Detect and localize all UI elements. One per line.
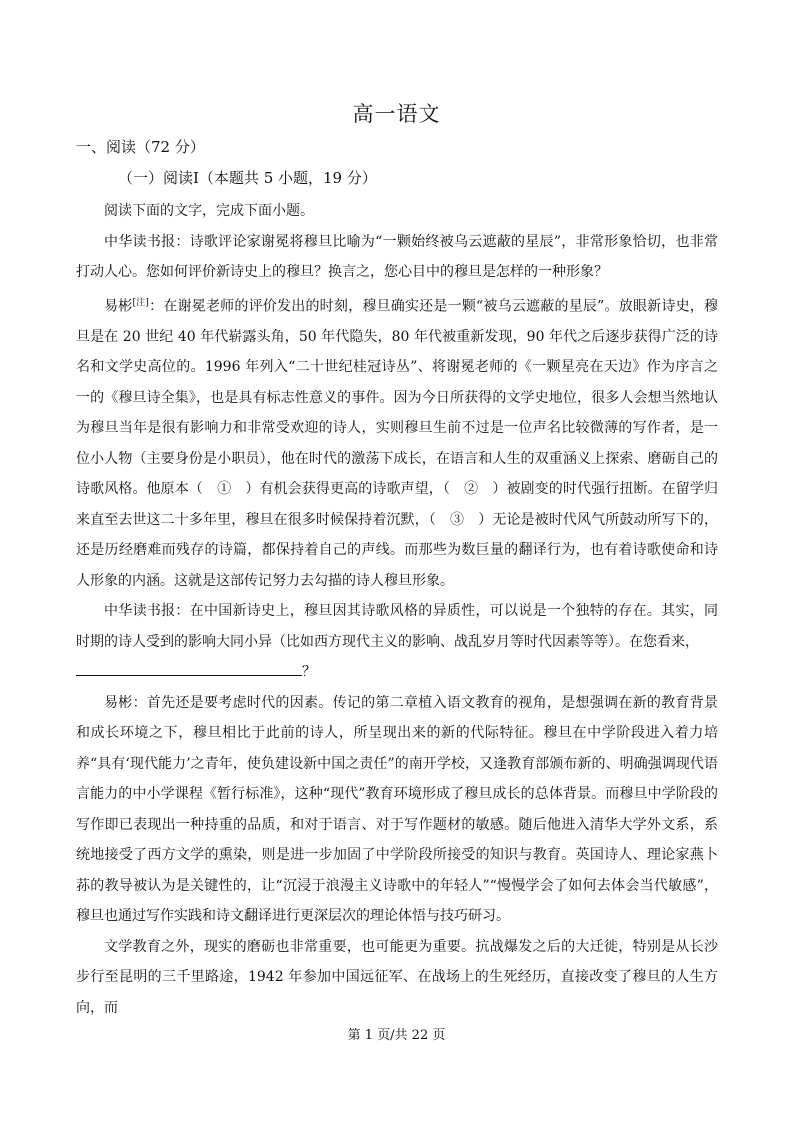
interview-answer-2: 易彬：首先还是要考虑时代的因素。传记的第二章植入语文教育的视角，是想强调在新的教育背景和成长环境之下，穆旦相比于此前的诗人，所呈现出来的新的代际特征。穆旦在中学阶段进入着力培养“具有‘现代能力’之青年，使负建设新中国之责任”的南开学校，又逢教育部颁布新的、明确强调现代语言能力的中小学课程《暂行标准》，这种“现代”教育环境形成了穆旦成长的总体背景。而穆旦中学阶段的写作即已表现出一种持重的品质，和对于语言、对于写作题材的敏感。随后他进入清华大学外文系，系统地接受了西方文学的熏染，则是进一步加固了中学阶段所接受的知识与教育。英国诗人、理论家燕卜荪的教导被认为是关键性的，让“沉浸于浪漫主义诗歌中的年轻人”“慢慢学会了如何去体会当代敏感”，穆旦也通过写作实践和诗文翻译进行更深层次的理论体悟与技巧研习。 (76, 694, 718, 925)
instruction-paragraph: 阅读下面的文字，完成下面小题。 (104, 203, 314, 219)
speaker-name: 易彬 (104, 298, 133, 315)
note-marker: [注] (132, 297, 149, 308)
fill-blank-line (76, 657, 718, 688)
answer-text: ：在谢冕老师的评价发出的时刻，穆旦确实还是一颗“被乌云遮蔽的星辰”。放眼新诗史，穆旦是在 20 世纪 40 年代崭露头角，50 年代隐失，80 年代被重新发现，90 年代之后逐步获得广泛的诗名和文学史高位的。1996 年列入“二十世纪桂冠诗丛”、将谢冕老师的《一颗星亮在天边》作为序言之一的《穆旦诗全集》，也是具有标志性意义的事件。因为今日所获得的文学史地位，很多人会想当然地认为穆旦当年是很有影响力和非常受欢迎的诗人，实则穆旦生前不过是一位声名比较微薄的写作者，是一位小人物（主要身份是小职员），他在时代的激荡下成长，在语言和人生的双重涵义上探索、磨砺自己的诗歌风格。他原本（ ① ）有机会获得更高的诗歌声望，（ ② ）被剧变的时代强行扭断。在留学归来直至去世这二十多年里，穆旦在很多时候保持着沉默，（ ③ ）无论是被时代风气所鼓动所写下的，还是历经磨难而残存的诗篇，都保持着自己的声线。而那些为数巨量的翻译行为，也有着诗歌使命和诗人形象的内涵。这就是这部传记努力去勾描的诗人穆旦形象。 (76, 298, 719, 589)
blank-question-mark: ？ (302, 664, 316, 681)
passage-body (76, 196, 718, 1023)
subsection-heading: （一）阅读Ⅰ（本题共 5 小题，19 分） (118, 169, 377, 187)
answer-blank[interactable] (76, 657, 302, 676)
page-footer: 第 1 页/共 22 页 (347, 1028, 446, 1043)
page-title: 高一语文 (352, 102, 441, 126)
section-heading: 一、阅读（72 分） (76, 138, 205, 156)
interview-answer-1 (76, 288, 718, 597)
interview-answer-2-continued: 文学教育之外，现实的磨砺也非常重要，也可能更为重要。抗战爆发之后的大迁徙，特别是从长沙步行至昆明的三千里路途，1942 年参加中国远征军、在战场上的生死经历，直接改变了穆旦的人生方向，而 (76, 938, 718, 1016)
interview-question-1: 中华读书报：诗歌评论家谢冕将穆旦比喻为“一颗始终被乌云遮蔽的星辰”，非常形象恰切，也非常打动人心。您如何评价新诗史上的穆旦？换言之，您心目中的穆旦是怎样的一种形象？ (76, 233, 718, 280)
interview-question-2: 中华读书报：在中国新诗史上，穆旦因其诗歌风格的异质性，可以说是一个独特的存在。其实，同时期的诗人受到的影响大同小异（比如西方现代主义的影响、战乱岁月等时代因素等等）。在您看来， (76, 603, 718, 650)
